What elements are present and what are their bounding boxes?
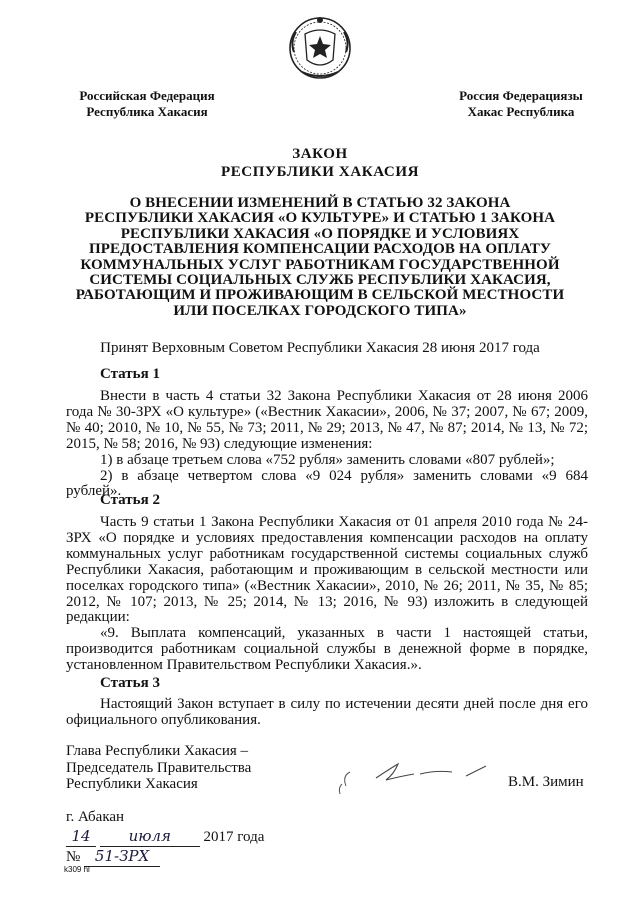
handwritten-month: июля [100,827,200,847]
subject-line: РЕСПУБЛИКИ ХАКАСИЯ «О КУЛЬТУРЕ» И СТАТЬЮ 1 ЗАКОНА [84,210,556,227]
subject-line: КОММУНАЛЬНЫХ УСЛУГ РАБОТНИКАМ ГОСУДАРСТВЕННОЙ [80,256,560,273]
article-2-quote: «9. Выплата компенсаций, указанных в части 1 настоящей статьи, производится работникам социальной службы в денежной форме в порядке, установленном Правительством Республики Хакасия.». [66,625,588,674]
city: г. Абакан [66,809,125,825]
handwritten-day: 14 [66,827,96,847]
article-2-text: Часть 9 статьи 1 Закона Республики Хакасия от 01 апреля 2010 года № 24-ЗРХ «О порядке и условиях предоставления компенсации расходов на оплату коммунальных услуг работникам государственной системы социальных служб Республики Хакасия, работающим и проживающим в сельской местности или поселках городского типа» («Вестник Хакасии», 2010, № 26; 2011, № 35, № 85; 2012, № 107; 2013, № 25; 2014, № 13; 2016, № 93) изложить в следующей редакции: [66,514,588,626]
signatory-name: В.М. Зимин [508,774,584,790]
header-right-region: Хакас Республика [467,104,575,119]
header-left-country: Российская Федерация [79,88,215,103]
signatory-position [66,743,251,793]
article-1-intro: Внести в часть 4 статьи 32 Закона Республики Хакасия от 28 июня 2006 года № 30-ЗРХ «О культуре» («Вестник Хакасии», 2006, № 37; 2007, № 67; 2009, № 40; 2010, № 10, № 55, № 73; 2011, № 29; 2013, № 47, № 87; 2014, № 13, № 72; 2015, № 58; 2016, № 93) следующие изменения: [66,388,588,452]
document-type-title: ЗАКОН [292,146,348,162]
number-sign: № [66,849,81,865]
article-3-heading: Статья 3 [100,675,160,691]
subject-line: ИЛИ ПОСЕЛКАХ ГОРОДСКОГО ТИПА» [173,302,467,319]
article-2-body [66,515,588,674]
signatory-position-line: Глава Республики Хакасия – [66,743,249,759]
subject-line: ПРЕДОСТАВЛЕНИЯ КОМПЕНСАЦИИ РАСХОДОВ НА ОПЛАТУ [88,241,552,258]
header-left-region: Республика Хакасия [86,104,208,119]
year: 2017 года [203,829,265,845]
issuer-title: РЕСПУБЛИКИ ХАКАСИЯ [220,164,420,180]
article-3-body [66,697,588,729]
header-right-country: Россия Федерациязы [459,88,583,103]
article-1-heading: Статья 1 [100,366,160,382]
place-date-number [66,808,264,867]
signatory-position-line: Республики Хакасия [66,776,198,792]
subject-line: О ВНЕСЕНИИ ИЗМЕНЕНИЙ В СТАТЬЮ 32 ЗАКОНА [129,195,511,211]
article-1-item-2: 2) в абзаце четвертом слова «9 024 рубля» заменить словами «9 684 рублей». [66,467,588,500]
subject-line: РАБОТАЮЩИМ И ПРОЖИВАЮЩИМ В СЕЛЬСКОЙ МЕСТНОСТИ [75,287,565,304]
law-subject [66,196,574,319]
subject-line: СИСТЕМЫ СОЦИАЛЬНЫХ СЛУЖБ РЕСПУБЛИКИ ХАКАСИЯ, [89,272,551,289]
subject-line: РЕСПУБЛИКИ ХАКАСИЯ «О ПОРЯДКЕ И УСЛОВИЯХ [120,225,520,242]
date-line [66,827,264,847]
header-right [446,88,596,120]
adoption-statement: Принят Верховным Советом Республики Хакасия 28 июня 2017 года [100,340,540,356]
signatory-position-line: Председатель Правительства [66,759,252,776]
article-1-body [66,389,588,500]
article-3-text: Настоящий Закон вступает в силу по истечении десяти дней после дня его официального опубликования. [66,696,588,728]
number-line [66,847,264,867]
coat-of-arms-emblem [280,12,360,84]
handwritten-number: 51-ЗРХ [84,847,160,867]
header-left [62,88,232,120]
footer-code: k309 hl [64,865,90,874]
article-2-heading: Статья 2 [100,492,160,508]
handwritten-signature [336,758,496,798]
article-1-item-1: 1) в абзаце третьем слова «752 рубля» заменить словами «807 рублей»; [100,451,555,468]
